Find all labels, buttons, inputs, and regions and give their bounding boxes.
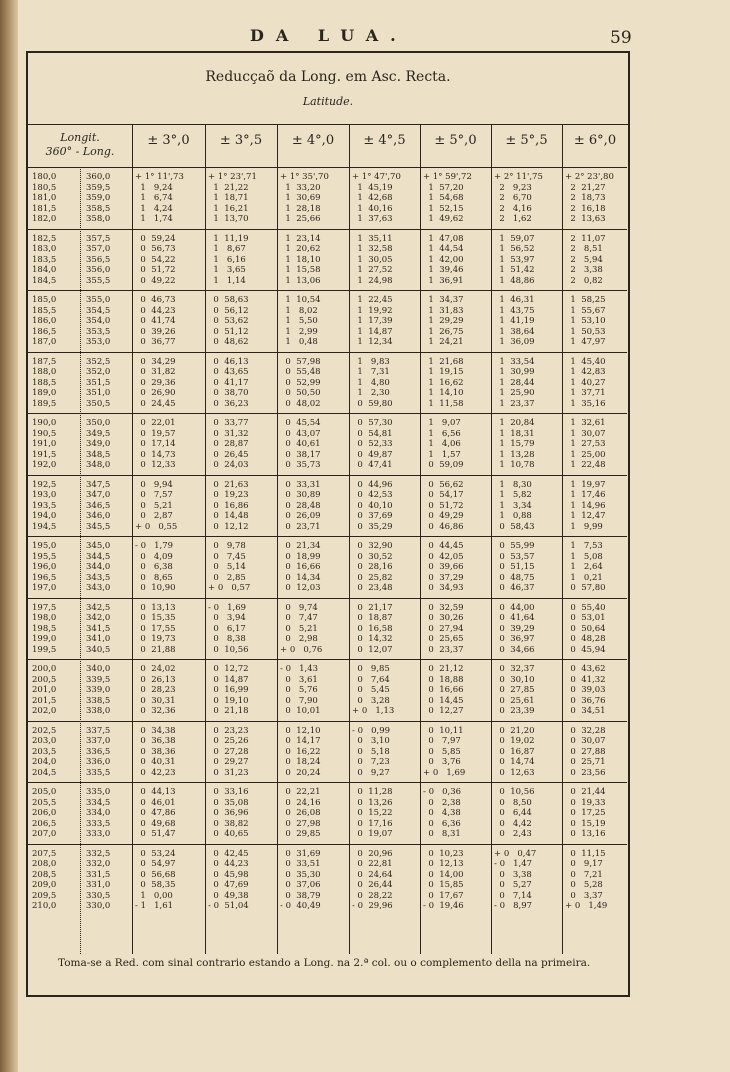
reduction-values: - 0 1,43 0 3,61 0 5,76 0 7,90 0 10,01 [280,664,321,717]
reduction-values: 0 12,10 0 14,17 0 16,22 0 18,24 0 20,24 [285,725,321,778]
reduction-table [28,124,628,955]
complement-values: 337,5 337,0 336,5 336,0 335,5 [86,725,111,778]
reduction-values: 0 46,73 0 44,23 0 41,74 0 39,26 0 36,77 [140,295,176,348]
column-header-4-0: ± 4°,0 [291,133,335,148]
reduction-values: 0 57,98 0 55,48 0 52,99 0 50,50 0 48,02 [285,356,321,409]
reduction-values: 0 20,96 0 22,81 0 24,64 0 26,44 0 28,22 - 0 29,96 [352,848,393,912]
reduction-values: 0 24,02 0 26,13 0 28,23 0 30,31 0 32,36 [140,664,176,717]
complement-values: 355,0 354,5 354,0 353,5 353,0 [86,295,111,348]
reduction-values: 0 12,72 0 14,87 0 16,99 0 19,10 0 21,18 [213,664,249,717]
reduction-values: 1 32,61 1 30,07 1 27,53 1 25,00 1 22,48 [570,418,606,471]
column-rule [420,125,421,954]
reduction-values: + 1° 47',70 1 45,19 1 42,68 1 40,16 1 37,63 [352,172,401,225]
reduction-values: 2 11,07 2 8,51 2 5,94 2 3,38 2 0,82 [570,233,606,286]
complement-values: 332,5 332,0 331,5 331,0 330,5 330,0 [86,848,111,912]
reduction-values: - 0 1,79 0 4,09 0 6,38 0 8,65 0 10,90 [135,541,176,594]
longitude-values: 207,5 208,0 208,5 209,0 209,5 210,0 [32,848,57,912]
group-rule [28,782,627,783]
complement-values: 352,5 352,0 351,5 351,0 350,5 [86,356,111,409]
column-header-6-0: ± 6°,0 [573,133,617,148]
reduction-values: 0 58,63 0 56,12 0 53,62 0 51,12 0 48,62 [213,295,249,348]
reduction-values: 1 33,54 1 30,99 1 28,44 1 25,90 1 23,37 [499,356,535,409]
reduction-values: + 1° 59',72 1 57,20 1 54,68 1 52,15 1 49,62 [423,172,472,225]
footnote: Toma-se a Red. com sinal contrario estando a Long. na 2.ª col. ou o complemento della na primeira. [58,957,591,969]
longitude-values: 192,5 193,0 193,5 194,0 194,5 [32,479,57,532]
reduction-values: 0 32,59 0 30,26 0 27,94 0 25,65 0 23,37 [428,602,464,655]
header-rule [28,167,627,168]
reduction-values: 1 58,25 1 55,67 1 53,10 1 50,53 1 47,97 [570,295,606,348]
reduction-values: 0 59,24 0 56,73 0 54,22 0 51,72 0 49,22 [140,233,176,286]
reduction-values: 0 44,45 0 42,05 0 39,66 0 37,29 0 34,93 [428,541,464,594]
complement-values: 345,0 344,5 344,0 343,5 343,0 [86,541,111,594]
complement-values: 350,0 349,5 349,0 348,5 348,0 [86,418,111,471]
reduction-values: 1 35,11 1 32,58 1 30,05 1 27,52 1 24,98 [357,233,393,286]
longitude-values: 197,5 198,0 198,5 199,0 199,5 [32,602,57,655]
reduction-values: 0 10,23 0 12,13 0 14,00 0 15,85 0 17,67 - 0 19,46 [423,848,464,912]
reduction-values: 1 23,14 1 20,62 1 18,10 1 15,58 1 13,06 [285,233,321,286]
longitude-values: 190,0 190,5 191,0 191,5 192,0 [32,418,57,471]
column-rule [80,167,81,954]
reduction-values: + 2° 11',75 2 9,23 2 6,70 2 4,16 2 1,62 [494,172,543,225]
reduction-values: + 1° 35',70 1 33,20 1 30,69 1 28,18 1 25,66 [280,172,329,225]
column-header-longitude [28,131,132,161]
group-rule [28,536,627,537]
column-rule [349,125,350,954]
group-rule [28,229,627,230]
longitude-values: 202,5 203,0 203,5 204,0 204,5 [32,725,57,778]
group-rule [28,844,627,845]
reduction-values: 0 32,37 0 30,10 0 27,85 0 25,61 0 23,39 [499,664,535,717]
group-rule [28,413,627,414]
table-frame [26,51,630,997]
reduction-values: 1 21,68 1 19,15 1 16,62 1 14,10 1 11,58 [428,356,464,409]
reduction-values: 0 56,62 0 54,17 0 51,72 0 49,29 0 46,86 [428,479,464,532]
reduction-values: 1 46,31 1 43,75 1 41,19 1 38,64 1 36,09 [499,295,535,348]
complement-values: 342,5 342,0 341,5 341,0 340,5 [86,602,111,655]
reduction-values: 1 11,19 1 8,67 1 6,16 1 3,65 1 1,14 [213,233,249,286]
longit-header-line2: 360° - Long. [45,145,115,158]
reduction-values: 0 57,30 0 54,81 0 52,33 0 49,87 0 47,41 [357,418,393,471]
reduction-values: - 0 0,36 0 2,38 0 4,38 0 6,36 0 8,31 [423,787,462,840]
column-rule [132,125,133,954]
page-spine-shadow [0,0,18,1072]
longitude-values: 180,0 180,5 181,0 181,5 182,0 [32,172,57,225]
page-number: 59 [610,28,632,48]
reduction-values: 1 59,07 1 56,52 1 53,97 1 51,42 1 48,86 [499,233,535,286]
reduction-values: 1 45,40 1 42,83 1 40,27 1 37,71 1 35,16 [570,356,606,409]
reduction-values: 0 11,28 0 13,26 0 15,22 0 17,16 0 19,07 [357,787,393,840]
complement-values: 340,0 339,5 339,0 338,5 338,0 [86,664,111,717]
reduction-values: 0 33,16 0 35,08 0 36,96 0 38,82 0 40,65 [213,787,249,840]
reduction-values: 0 10,56 0 8,50 0 6,44 0 4,42 0 2,43 [499,787,535,840]
table-title: Reducçaõ da Long. em Asc. Recta. [205,69,451,85]
column-header-3-5: ± 3°,5 [219,133,263,148]
reduction-values: 0 31,69 0 33,51 0 35,30 0 37,06 0 38,79 - 0 40,49 [280,848,321,912]
reduction-values: 0 44,96 0 42,53 0 40,10 0 37,69 0 35,29 [357,479,393,532]
reduction-values: 0 10,11 0 7,97 0 5,85 0 3,76 + 0 1,69 [423,725,466,778]
reduction-values: 1 34,37 1 31,83 1 29,29 1 26,75 1 24,21 [428,295,464,348]
longitude-values: 182,5 183,0 183,5 184,0 184,5 [32,233,57,286]
reduction-values: 1 8,30 1 5,82 1 3,34 1 0,88 0 58,43 [499,479,535,532]
complement-values: 360,0 359,5 359,0 358,5 358,0 [86,172,111,225]
reduction-values: 0 53,24 0 54,97 0 56,68 0 58,35 1 0,00 - 1 1,61 [135,848,176,912]
reduction-values: 0 21,17 0 18,87 0 16,58 0 14,32 0 12,07 [357,602,393,655]
reduction-values: 0 21,63 0 19,23 0 16,86 0 14,48 0 12,12 [213,479,249,532]
reduction-values: + 2° 23',80 2 21,27 2 18,73 2 16,18 2 13,63 [565,172,614,225]
reduction-values: 1 9,07 1 6,56 1 4,06 1 1,57 0 59,09 [428,418,464,471]
reduction-values: 0 9,94 0 7,57 0 5,21 0 2,87 + 0 0,55 [135,479,178,532]
group-rule [28,352,627,353]
complement-values: 347,5 347,0 346,5 346,0 345,5 [86,479,111,532]
longit-header-line1: Longit. [60,131,100,144]
reduction-values: - 0 1,69 0 3,94 0 6,17 0 8,38 0 10,56 [208,602,249,655]
reduction-values: 0 13,13 0 15,35 0 17,55 0 19,73 0 21,88 [140,602,176,655]
group-rule [28,598,627,599]
reduction-values: 0 21,20 0 19,02 0 16,87 0 14,74 0 12,63 [499,725,535,778]
reduction-values: 1 10,54 1 8,02 1 5,50 1 2,99 1 0,48 [285,295,321,348]
reduction-values: 0 55,40 0 53,01 0 50,64 0 48,28 0 45,94 [570,602,606,655]
longitude-values: 200,0 200,5 201,0 201,5 202,0 [32,664,57,717]
column-rule [491,125,492,954]
reduction-values: 0 9,74 0 7,47 0 5,21 0 2,98 + 0 0,76 [280,602,323,655]
complement-values: 357,5 357,0 356,5 356,0 355,5 [86,233,111,286]
reduction-values: 0 44,13 0 46,01 0 47,86 0 49,68 0 51,47 [140,787,176,840]
reduction-values: 0 45,54 0 43,07 0 40,61 0 38,17 0 35,73 [285,418,321,471]
reduction-values: 0 11,15 0 9,17 0 7,21 0 5,28 0 3,37 + 0 1,49 [565,848,608,912]
column-header-5-0: ± 5°,0 [434,133,477,148]
reduction-values: + 1° 23',71 1 21,22 1 18,71 1 16,21 1 13,70 [208,172,257,225]
reduction-values: 0 55,99 0 53,57 0 51,15 0 48,75 0 46,37 [499,541,535,594]
reduction-values: 0 9,78 0 7,45 0 5,14 0 2,85 + 0 0,57 [208,541,251,594]
group-rule [28,290,627,291]
table-subtitle: Latitude. [302,95,354,108]
reduction-values: 0 43,62 0 41,32 0 39,03 0 36,76 0 34,51 [570,664,606,717]
reduction-values: + 0 0,47 - 0 1,47 0 3,38 0 5,27 0 7,14 - 0 8,97 [494,848,537,912]
column-rule [562,125,563,954]
reduction-values: + 1° 11',73 1 9,24 1 6,74 1 4,24 1 1,74 [135,172,184,225]
column-header-4-5: ± 4°,5 [363,133,406,148]
running-title: DA LUA. [250,26,408,45]
reduction-values: 1 19,97 1 17,46 1 14,96 1 12,47 1 9,99 [570,479,606,532]
longitude-values: 205,0 205,5 206,0 206,5 207,0 [32,787,57,840]
reduction-values: 0 21,12 0 18,88 0 16,66 0 14,45 0 12,27 [428,664,464,717]
reduction-values: 0 22,21 0 24,16 0 26,08 0 27,98 0 29,85 [285,787,321,840]
reduction-values: 0 44,00 0 41,64 0 39,29 0 36,97 0 34,66 [499,602,535,655]
reduction-values: 0 32,28 0 30,07 0 27,88 0 25,71 0 23,56 [570,725,606,778]
group-rule [28,721,627,722]
reduction-values: - 0 0,99 0 3,10 0 5,18 0 7,23 0 9,27 [352,725,391,778]
reduction-values: 1 9,83 1 7,31 1 4,80 1 2,30 0 59,80 [357,356,393,409]
column-header-3-0: ± 3°,0 [147,133,190,148]
reduction-values: 1 20,84 1 18,31 1 15,79 1 13,28 1 10,78 [499,418,535,471]
reduction-values: 0 22,01 0 19,57 0 17,14 0 14,73 0 12,33 [140,418,176,471]
group-rule [28,659,627,660]
reduction-values: 0 9,85 0 7,64 0 5,45 0 3,28 + 0 1,13 [352,664,395,717]
reduction-values: 0 33,31 0 30,89 0 28,48 0 26,09 0 23,71 [285,479,321,532]
group-rule [28,475,627,476]
reduction-values: 1 7,53 1 5,08 1 2,64 1 0,21 0 57,80 [570,541,606,594]
longitude-values: 187,5 188,0 188,5 189,0 189,5 [32,356,57,409]
reduction-values: 0 42,45 0 44,23 0 45,98 0 47,69 0 49,38 - 0 51,04 [208,848,249,912]
reduction-values: 0 23,23 0 25,26 0 27,28 0 29,27 0 31,23 [213,725,249,778]
longitude-values: 185,0 185,5 186,0 186,5 187,0 [32,295,57,348]
reduction-values: 0 21,44 0 19,33 0 17,25 0 15,19 0 13,16 [570,787,606,840]
column-header-5-5: ± 5°,5 [505,133,548,148]
reduction-values: 0 46,13 0 43,65 0 41,17 0 38,70 0 36,23 [213,356,249,409]
reduction-values: 0 32,90 0 30,52 0 28,16 0 25,82 0 23,48 [357,541,393,594]
column-rule [277,125,278,954]
reduction-values: 0 21,34 0 18,99 0 16,66 0 14,34 0 12,03 [285,541,321,594]
complement-values: 335,0 334,5 334,0 333,5 333,0 [86,787,111,840]
reduction-values: 1 47,08 1 44,54 1 42,00 1 39,46 1 36,91 [428,233,464,286]
reduction-values: 0 34,38 0 36,38 0 38,36 0 40,31 0 42,23 [140,725,176,778]
reduction-values: 0 34,29 0 31,82 0 29,36 0 26,90 0 24,45 [140,356,176,409]
reduction-values: 1 22,45 1 19,92 1 17,39 1 14,87 1 12,34 [357,295,393,348]
longitude-values: 195,0 195,5 196,0 196,5 197,0 [32,541,57,594]
reduction-values: 0 33,77 0 31,32 0 28,87 0 26,45 0 24,03 [213,418,249,471]
column-rule [205,125,206,954]
